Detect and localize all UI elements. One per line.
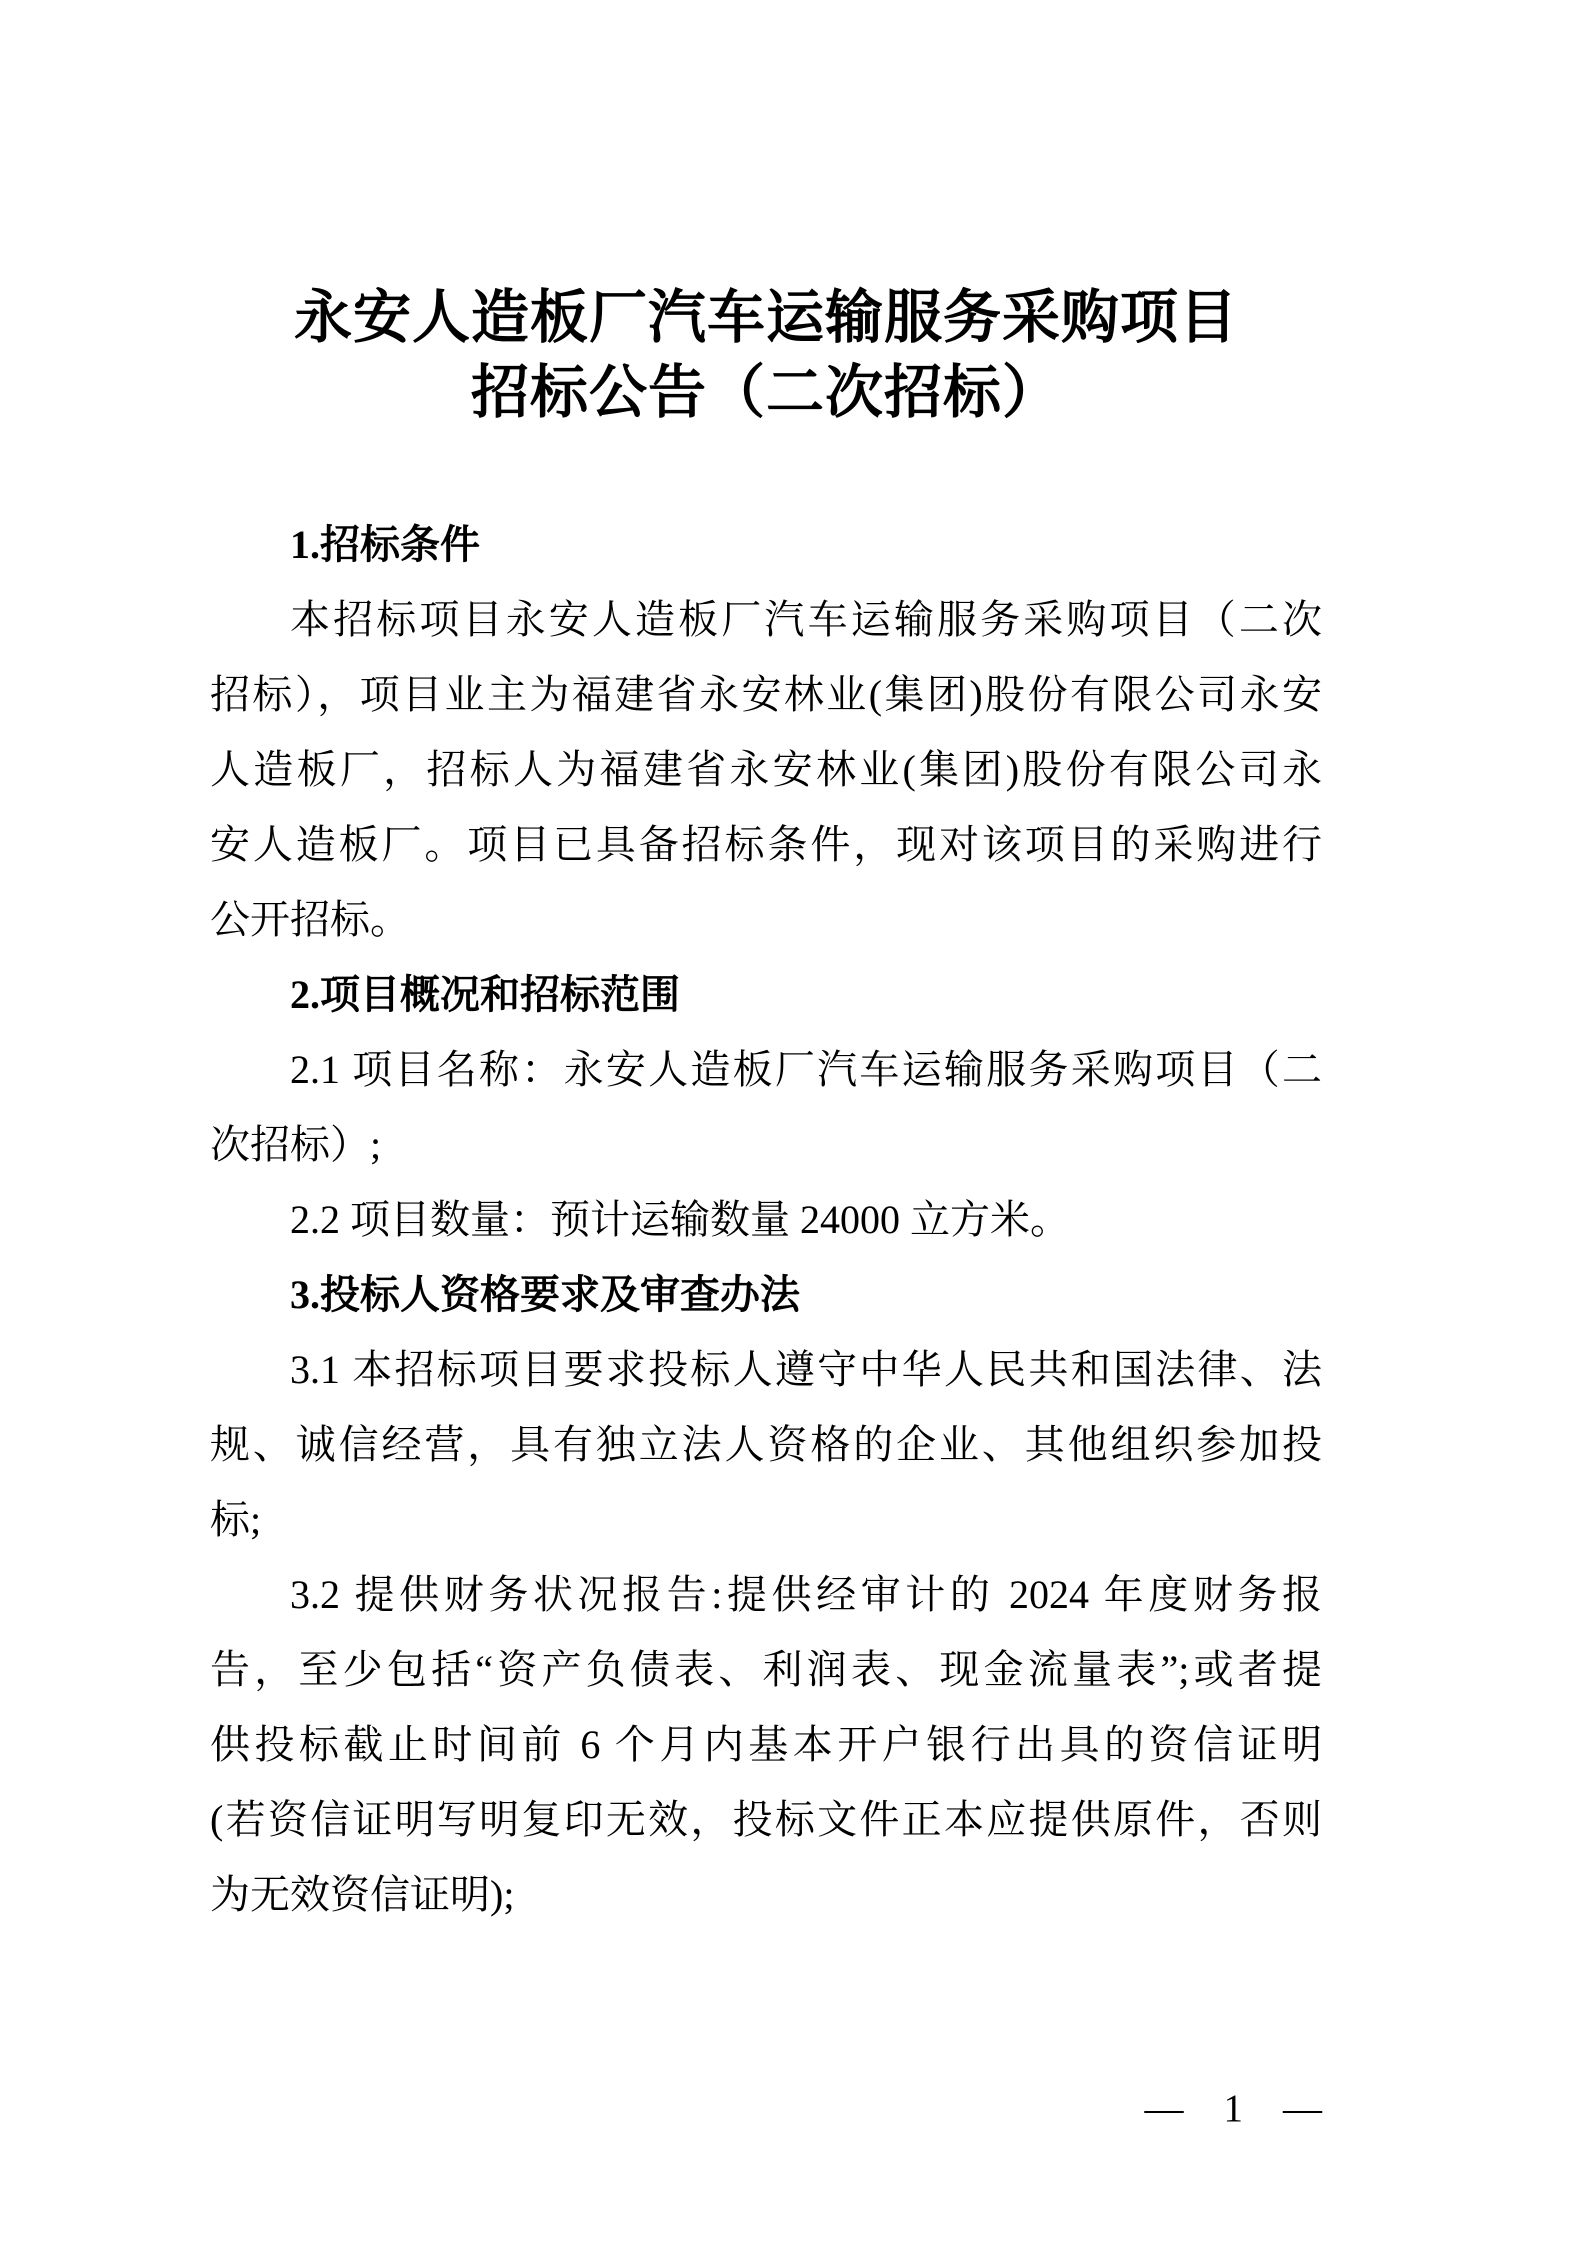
paragraph-line: 供投标截止时间前 6 个月内基本开户银行出具的资信证明 — [210, 1722, 1322, 1767]
section-heading: 3.投标人资格要求及审查办法 — [290, 1272, 800, 1317]
paragraph-line: 标; — [210, 1497, 262, 1542]
paragraph-line: 公开招标。 — [210, 897, 410, 942]
page-footer — [1145, 2086, 1323, 2132]
document-title — [210, 0, 1322, 430]
document-content — [210, 0, 1322, 1932]
paragraph-line: 次招标）; — [210, 1122, 382, 1167]
paragraph-line: 2.2 项目数量：预计运输数量 24000 立方米。 — [290, 1197, 1070, 1242]
paragraph-line: 为无效资信证明); — [210, 1872, 515, 1917]
paragraph-line: 本招标项目永安人造板厂汽车运输服务采购项目（二次 — [290, 597, 1322, 642]
paragraph-line: 2.1 项目名称：永安人造板厂汽车运输服务采购项目（二 — [290, 1047, 1322, 1092]
paragraph-line: 规、诚信经营，具有独立法人资格的企业、其他组织参加投 — [210, 1422, 1322, 1467]
document-body — [210, 507, 1322, 1932]
document-title-line-1: 永安人造板厂汽车运输服务采购项目 — [293, 285, 1238, 350]
page-number: 1 — [1223, 2087, 1243, 2130]
paragraph-line: 3.2 提供财务状况报告:提供经审计的 2024 年度财务报 — [290, 1572, 1322, 1617]
section-heading: 2.项目概况和招标范围 — [290, 972, 680, 1017]
section-heading: 1.招标条件 — [290, 522, 480, 567]
document-title-line-2: 招标公告（二次招标） — [470, 360, 1061, 425]
paragraph-line: 3.1 本招标项目要求投标人遵守中华人民共和国法律、法 — [290, 1347, 1322, 1392]
footer-dash-left: — — [1144, 2087, 1184, 2130]
paragraph-line: 告，至少包括“资产负债表、利润表、现金流量表”;或者提 — [210, 1647, 1322, 1692]
footer-dash-right: — — [1283, 2087, 1322, 2130]
paragraph-line: (若资信证明写明复印无效，投标文件正本应提供原件，否则 — [210, 1797, 1322, 1842]
paragraph-line: 人造板厂，招标人为福建省永安林业(集团)股份有限公司永 — [210, 747, 1322, 792]
paragraph-line: 安人造板厂。项目已具备招标条件，现对该项目的采购进行 — [210, 822, 1322, 867]
paragraph-line: 招标），项目业主为福建省永安林业(集团)股份有限公司永安 — [210, 672, 1322, 717]
